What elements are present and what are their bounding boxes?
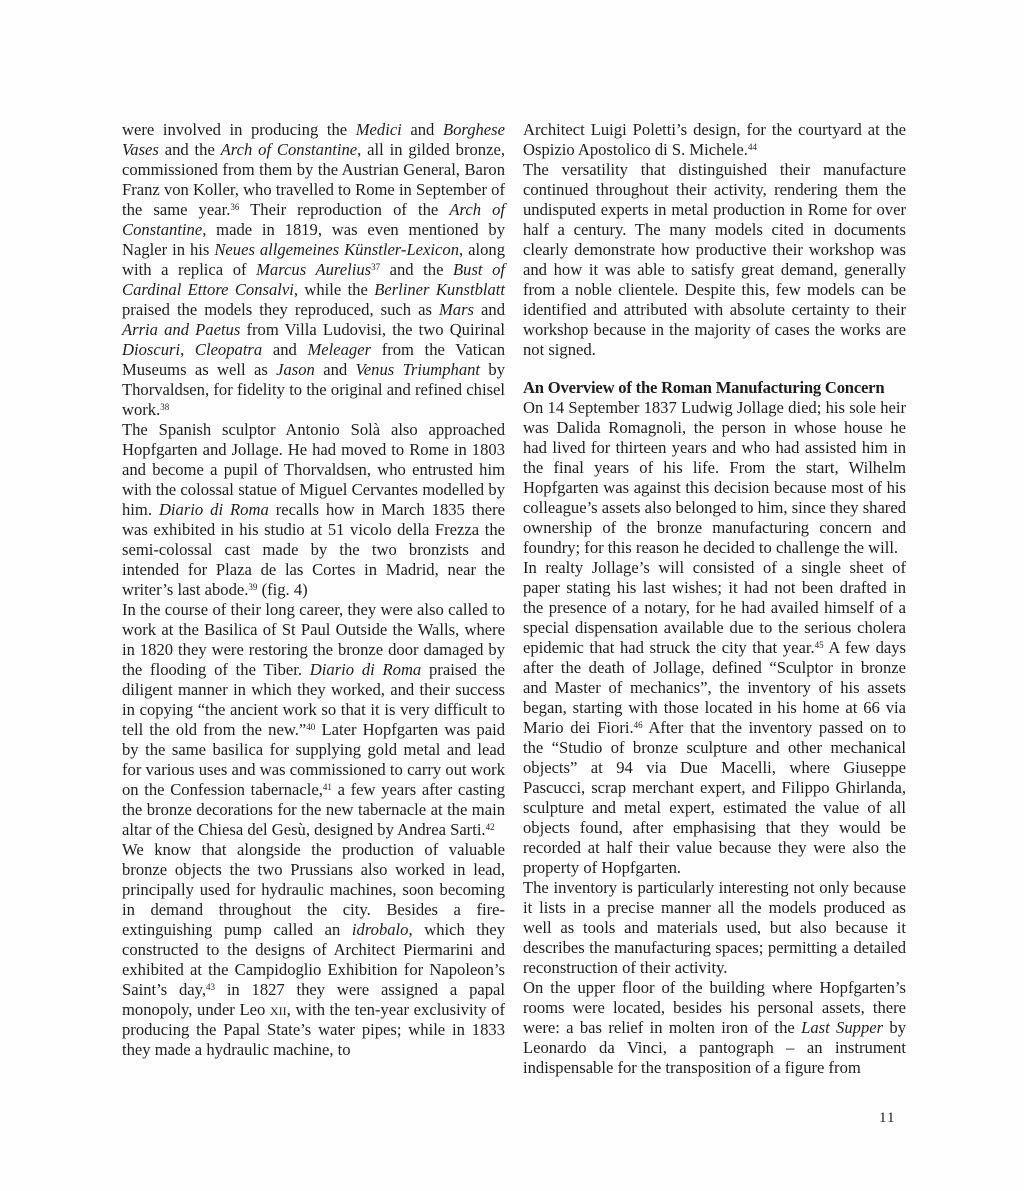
- paragraph: [523, 978, 906, 1078]
- italic-text: Dioscuri: [122, 340, 181, 359]
- paragraph: [122, 600, 505, 840]
- page-number: 11: [879, 1110, 896, 1126]
- left-column: [122, 120, 505, 1060]
- text-run: On the upper floor of the building where Hopfgarten’s rooms were located, besides his personal assets, there were: a bas relief in molten iron of the: [523, 978, 906, 1037]
- text-run: by Leonardo da Vinci, a pantograph – an instrument indispensable for the transposition of a figure from: [523, 1018, 906, 1077]
- text-run: Their reproduction of the: [239, 200, 450, 219]
- footnote-ref: 36: [230, 202, 240, 212]
- text-run: and the: [158, 140, 221, 159]
- text-run: recalls how in March 1835 there was exhibited in his studio at 51 vicolo della Frezza the semi-colossal cast made by the two bronzists and intended for Plaza de las Cortes in Madrid, near the writer’s last abode.: [122, 500, 505, 599]
- italic-text: Last Supper: [801, 1018, 884, 1037]
- text-run: , which they constructed to the designs of Architect Piermarini and exhibited at the Campidoglio Exhibition for Napoleon’s Saint’s day,: [122, 920, 505, 999]
- footnote-ref: 41: [322, 782, 332, 792]
- italic-text: Cleopatra: [194, 340, 263, 359]
- paragraph: [122, 120, 505, 420]
- text-run: In the course of their long career, they were also called to work at the Basilica of St Paul Outside the Walls, where in 1820 they were restoring the bronze door damaged by the flooding of the Tiber.: [122, 600, 505, 679]
- paragraph: [523, 878, 906, 978]
- text-run: , while the: [293, 280, 375, 299]
- footnote-ref: 45: [814, 640, 824, 650]
- italic-text: Marcus Aurelius: [256, 260, 372, 279]
- italic-text: Berliner Kunstblatt: [374, 280, 505, 299]
- text-run: ,: [180, 340, 195, 359]
- italic-text: Jason: [276, 360, 315, 379]
- italic-text: Arria and Paetus: [122, 320, 241, 339]
- footnote-ref: 37: [371, 262, 381, 272]
- right-column: [523, 120, 906, 1078]
- text-run: , made in 1819, was even mentioned by Nagler in his: [122, 220, 505, 259]
- paragraph: [523, 558, 906, 878]
- text-run: (fig. 4): [257, 580, 308, 599]
- italic-text: Borghese Vases: [122, 120, 505, 159]
- text-run: praised the models they reproduced, such as: [122, 300, 439, 319]
- text-run: from the Vatican Museums as well as: [122, 340, 505, 379]
- footnote-ref: 42: [485, 822, 495, 832]
- italic-text: Neues allgemeines Künstler-Lexicon: [214, 240, 459, 259]
- paragraph: [523, 160, 906, 360]
- text-run: Later Hopfgarten was paid by the same basilica for supplying gold metal and lead for various uses and was commissioned to carry out work on the Confession tabernacle,: [122, 720, 505, 799]
- text-run: and: [401, 120, 443, 139]
- text-run: We know that alongside the production of valuable bronze objects the two Prussians also worked in lead, principally used for hydraulic machines, soon becoming in demand throughout the city. Besides a fire-extinguishing pump called an: [122, 840, 505, 939]
- paragraph: [122, 420, 505, 600]
- italic-text: Diario di Roma: [309, 660, 422, 679]
- paragraph: [122, 840, 505, 1060]
- text-run: A few days after the death of Jollage, defined “Sculptor in bronze and Master of mechanics”, the inventory of his assets began, starting with those located in his home at 66 via Mario dei Fiori.: [523, 638, 907, 737]
- footnote-ref: 44: [747, 142, 757, 152]
- text-run: , along with a replica of: [122, 240, 505, 279]
- text-run: by Thorvaldsen, for fidelity to the original and refined chisel work.: [122, 360, 505, 419]
- footnote-ref: 40: [306, 722, 316, 732]
- italic-text: Diario di Roma: [158, 500, 269, 519]
- footnote-ref: 38: [160, 402, 170, 412]
- italic-text: Arch of Constantine: [122, 200, 506, 239]
- text-run: The inventory is particularly interesting not only because it lists in a precise manner all the models produced as well as tools and materials used, but also because it describes the manufacturing spaces; permitting a detailed reconstruction of their activity.: [523, 878, 906, 977]
- text-run: On 14 September 1837 Ludwig Jollage died; his sole heir was Dalida Romagnoli, the person in whose house he had lived for thirteen years and who had assisted him in the final years of his life. From the start, Wilhelm Hopfgarten was against this decision because most of his colleague’s assets also belonged to him, since they shared ownership of the bronze manufacturing concern and foundry; for this reason he decided to challenge the will.: [523, 398, 906, 557]
- smallcaps-text: xii: [270, 1000, 287, 1019]
- italic-text: Venus Triumphant: [355, 360, 481, 379]
- text-run: were involved in producing the: [122, 120, 356, 139]
- section-heading: An Overview of the Roman Manufacturing Concern: [523, 378, 885, 397]
- text-run: Architect Luigi Poletti’s design, for the courtyard at the Ospizio Apostolico di S. Michele.: [523, 120, 906, 159]
- text-run: from Villa Ludovisi, the two Quirinal: [240, 320, 505, 339]
- footnote-ref: 46: [633, 720, 643, 730]
- text-run: , with the ten-year exclusivity of producing the Papal State’s water pipes; while in 1833 they made a hydraulic machine, to: [122, 1000, 505, 1059]
- italic-text: Mars: [438, 300, 474, 319]
- italic-text: Meleager: [307, 340, 372, 359]
- text-run: a few years after casting the bronze decorations for the new tabernacle at the main altar of the Chiesa del Gesù, designed by Andrea Sarti.: [122, 780, 505, 839]
- text-run: and: [474, 300, 505, 319]
- footnote-ref: 43: [206, 982, 216, 992]
- footnote-ref: 39: [248, 582, 258, 592]
- text-run: and: [262, 340, 308, 359]
- text-run: and: [314, 360, 356, 379]
- text-run: in 1827 they were assigned a papal monopoly, under Leo: [122, 980, 505, 1019]
- italic-text: Bust of Cardinal Ettore Consalvi: [122, 260, 505, 299]
- text-run: After that the inventory passed on to the “Studio of bronze sculpture and other mechanical objects” at 94 via Due Macelli, where Giuseppe Pascucci, scrap merchant expert, and Filippo Ghirlanda, sculpture and metal expert, estimated the value of all objects found, after emphasising that they would be recorded at half their value because they were also the property of Hopfgarten.: [523, 718, 907, 877]
- text-run: The Spanish sculptor Antonio Solà also approached Hopfgarten and Jollage. He had moved to Rome in 1803 and become a pupil of Thorvaldsen, who entrusted him with the colossal statue of Miguel Cervantes modelled by him.: [122, 420, 505, 519]
- text-run: and the: [380, 260, 454, 279]
- italic-text: Arch of Constantine: [220, 140, 358, 159]
- paragraph: [523, 120, 906, 160]
- italic-text: Medici: [355, 120, 402, 139]
- italic-text: idrobalo: [351, 920, 409, 939]
- text-run: The versatility that distinguished their manufacture continued throughout their activity, rendering them the undisputed experts in metal production in Rome for over half a century. The many models cited in documents clearly demonstrate how productive their workshop was and how it was able to satisfy great demand, generally from a noble clientele. Despite this, few models can be identified and attributed with absolute certainty to their workshop because in the majority of cases the works are not signed.: [523, 160, 906, 359]
- text-run: , all in gilded bronze, commissioned from them by the Austrian General, Baron Franz von Koller, who travelled to Rome in September of the same year.: [122, 140, 505, 219]
- text-run: praised the diligent manner in which they worked, and their success in copying “the ancient work so that it is very difficult to tell the old from the new.”: [122, 660, 505, 739]
- paragraph: [523, 398, 906, 558]
- text-run: In realty Jollage’s will consisted of a single sheet of paper stating his last wishes; it had not been drafted in the presence of a notary, for he had availed himself of a special dispensation available due to the serious cholera epidemic that had struck the city that year.: [523, 558, 906, 657]
